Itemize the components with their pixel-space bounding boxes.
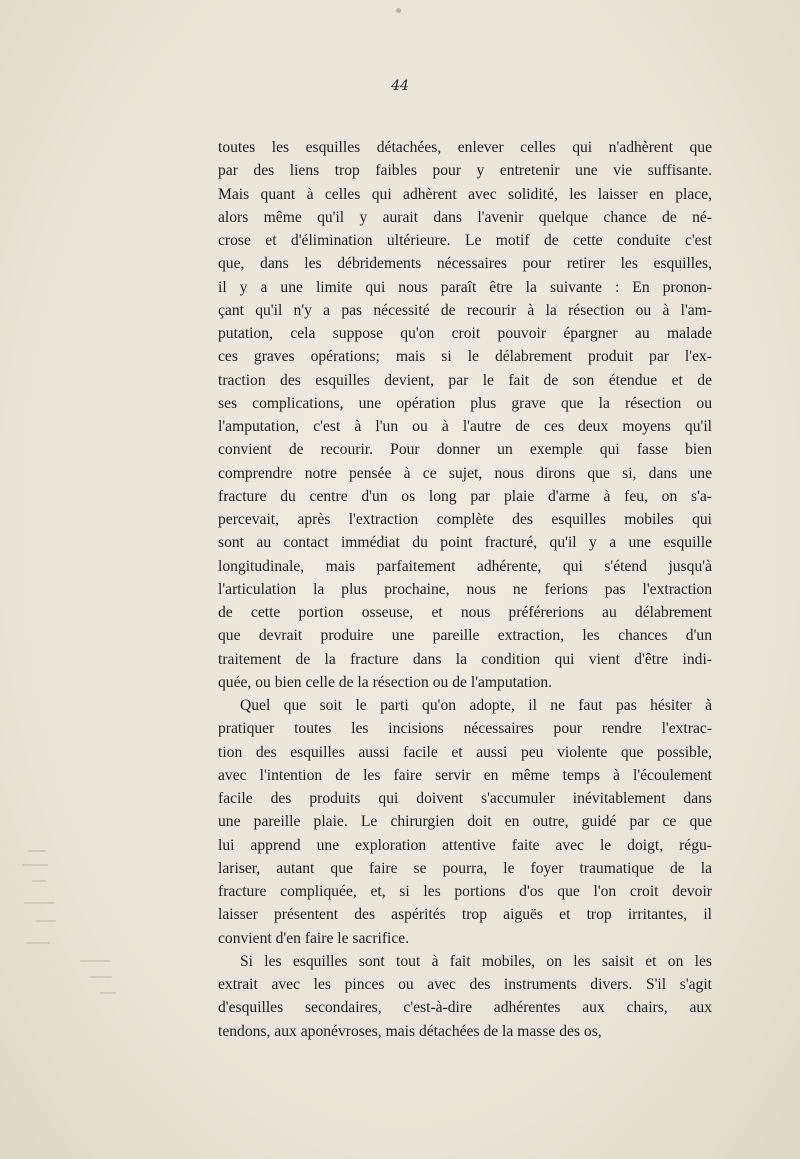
text-line: traction des esquilles devient, par le fait de son étendue et de xyxy=(218,371,712,389)
text-line: ses complications, une opération plus grave que la résection ou xyxy=(218,394,712,412)
text-line: toutes les esquilles détachées, enlever celles qui n'adhèrent que xyxy=(218,139,712,156)
text-line: ces graves opérations; mais si le délabrement produit par l'ex- xyxy=(218,348,712,366)
text-line: sont au contact immédiat du point fracturé, qu'il y a une esquille xyxy=(218,534,712,552)
paper-spot xyxy=(396,8,401,13)
text-line: comprendre notre pensée à ce sujet, nous dirons que si, dans une xyxy=(218,464,712,482)
text-line: putation, cela suppose qu'on croit pouvoir épargner au malade xyxy=(218,325,712,342)
text-line: que, dans les débridements nécessaires pour retirer les esquilles, xyxy=(218,255,712,273)
text-line: l'articulation la plus prochaine, nous ne ferions pas l'extraction xyxy=(218,580,712,598)
text-line: une pareille plaie. Le chirurgien doit en outre, guidé par ce que xyxy=(218,813,712,831)
text-line: extrait avec les pinces ou avec des instruments divers. S'il s'agit xyxy=(218,976,712,993)
text-line: lui apprend une exploration attentive faite avec le doigt, régu- xyxy=(218,836,712,854)
text-line: Si les esquilles sont tout à fait mobiles, on les saisit et on les xyxy=(240,952,712,970)
text-line: d'esquilles secondaires, c'est-à-dire adhérentes aux chairs, aux xyxy=(218,999,712,1017)
text-line: tion des esquilles aussi facile et aussi peu violente que possible, xyxy=(218,743,712,761)
text-line: l'amputation, c'est à l'un ou à l'autre de ces deux moyens qu'il xyxy=(218,418,712,435)
paragraph xyxy=(218,694,712,950)
text-line: percevait, après l'extraction complète des esquilles mobiles qui xyxy=(218,511,712,528)
text-line: facile des produits qui doivent s'accumuler inévitablement dans xyxy=(218,790,712,807)
text-line: fracture compliquée, et, si les portions d'os que l'on croit devoir xyxy=(218,883,712,900)
text-line: lariser, autant que faire se pourra, le foyer traumatique de la xyxy=(218,859,712,877)
text-line: de cette portion osseuse, et nous préférerions au délabrement xyxy=(218,604,712,621)
text-line: quée, ou bien celle de la résection ou de l'amputation. xyxy=(218,673,553,691)
text-line: convient de recourir. Pour donner un exemple qui fasse bien xyxy=(218,441,712,459)
text-line: Quel que soit le parti qu'on adopte, il ne faut pas hésiter à xyxy=(240,697,712,714)
text-line: çant qu'il n'y a pas nécessité de recourir à la résection ou à l'am- xyxy=(218,301,712,319)
text-line: longitudinale, mais parfaitement adhérente, qui s'étend jusqu'à xyxy=(218,557,712,575)
text-line: que devrait produire une pareille extraction, les chances d'un xyxy=(218,627,712,645)
text-line: fracture du centre d'un os long par plaie d'arme à feu, on s'a- xyxy=(218,487,712,505)
text-line: il y a une limite qui nous paraît être la suivante : En pronon- xyxy=(218,278,712,296)
page-number: 44 xyxy=(391,78,409,94)
body-text xyxy=(218,136,712,1043)
text-line: alors même qu'il y aurait dans l'avenir quelque chance de né- xyxy=(218,208,712,226)
text-line: pratiquer toutes les incisions nécessaires pour rendre l'extrac- xyxy=(218,720,712,738)
text-line: convient d'en faire le sacrifice. xyxy=(218,929,410,947)
ink-bleed-marks xyxy=(20,850,130,1000)
text-line: par des liens trop faibles pour y entretenir une vie suffisante. xyxy=(218,162,712,180)
text-line: laisser présentent des aspérités trop aiguës et trop irritantes, il xyxy=(218,906,712,924)
text-line: tendons, aux aponévroses, mais détachées de la masse des os, xyxy=(218,1022,602,1040)
text-line: traitement de la fracture dans la condition qui vient d'être indi- xyxy=(218,650,712,668)
paragraph xyxy=(218,136,712,694)
text-line: crose et d'élimination ultérieure. Le motif de cette conduite c'est xyxy=(218,232,712,249)
paragraph xyxy=(218,950,712,1043)
text-line: Mais quant à celles qui adhèrent avec solidité, les laisser en place, xyxy=(218,185,712,203)
text-line: avec l'intention de les faire servir en même temps à l'écoulement xyxy=(218,766,712,784)
